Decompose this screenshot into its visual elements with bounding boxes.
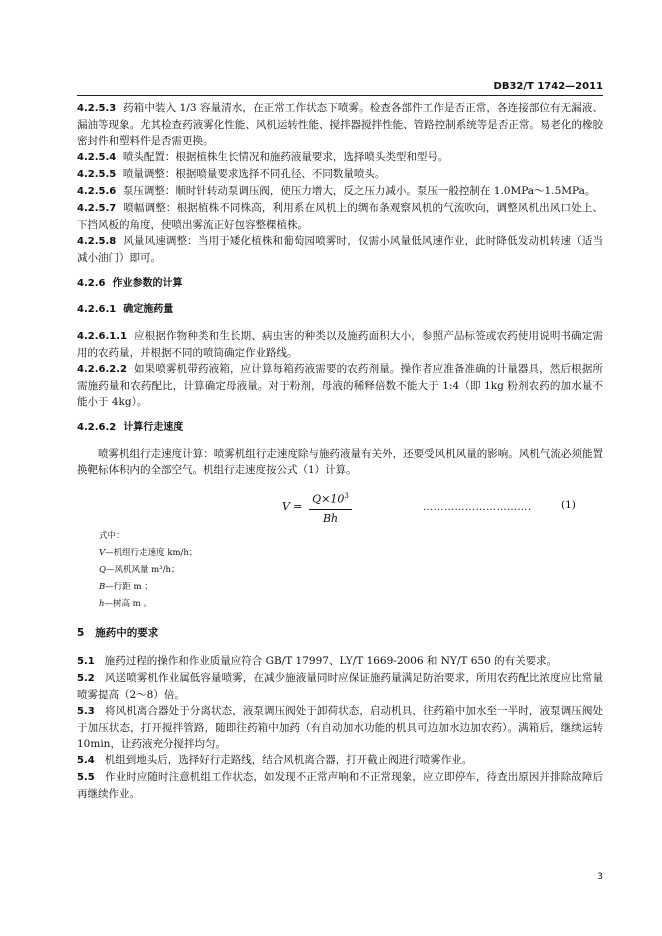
clause-4-2-5-3 (77, 100, 603, 149)
heading-number: 4.2.6.2 (77, 422, 117, 433)
document-code: DB32/T 1742—2011 (493, 81, 603, 92)
speed-paragraph: 喷雾机组行走速度计算：喷雾机组行走速度除与施药液量有关外，还要受风机风量的影响。风机气流必须能置换靶标体积内的全部空气。机组行走速度按公式（1）计算。 (77, 448, 603, 476)
clause-text: 喷幅调整：根据植株不同株高，利用系在风机上的绸布条观察风机的气流吹向，调整风机出风口处上、下挡风板的角度，使喷出雾流正好包容整棵植株。 (77, 202, 603, 231)
legend-label: 式中： (99, 531, 125, 541)
formula-lhs: V (282, 500, 290, 514)
heading-title: 确定施药量 (123, 304, 174, 315)
legend-description: —风机风量 m³/h； (105, 565, 180, 575)
legend-symbol: B (99, 582, 106, 592)
formula-fraction (309, 488, 352, 527)
formula-number: (1) (561, 499, 576, 511)
legend-symbol: V (99, 548, 106, 558)
clause-4-2-5-8 (77, 233, 603, 266)
legend-item (99, 545, 603, 562)
clause-number: 5.2 (77, 673, 95, 684)
clause-text: 将风机离合器处于分离状态，液泵调压阀处于卸荷状态，启动机具，往药箱中加水至一半时，液泵调压阀处于加压状态，打开搅拌管路，随即往药箱中加药（有自动加水功能的机具可边加水边加农药）。满箱后，继续运转 10min，让药液充分搅拌均匀。 (77, 705, 604, 750)
clause-4-2-6-2-2 (77, 361, 603, 410)
clause-number: 4.2.5.8 (77, 236, 117, 247)
clause-number: 4.2.5.5 (77, 169, 117, 180)
clause-number: 5.1 (77, 656, 95, 667)
clause-number: 4.2.6.2.2 (77, 364, 127, 375)
heading-title: 作业参数的计算 (112, 278, 183, 289)
formula-1 (77, 482, 603, 528)
clause-number: 5.5 (77, 772, 95, 783)
clause-5-1 (77, 653, 603, 670)
clause-text: 风送喷雾机作业属低容量喷雾，在减少施液量同时应保证施药量满足防治要求，所用农药配比浓度应比常量喷雾提高（2～8）倍。 (77, 672, 604, 701)
clause-text: 药箱中装入 1/3 容量清水，在正常工作状态下喷雾。检查各部件工作是否正常，各连接部位有无漏液、漏油等现象。尤其检查药液雾化性能、风机运转性能、搅拌器搅拌性能、管路控制系统等是否正常。易老化的橡胶密封件和塑料件是否需更换。 (77, 102, 603, 147)
heading-5 (77, 625, 603, 641)
clause-4-2-5-7 (77, 200, 603, 233)
formula-expression (282, 488, 352, 527)
formula-legend (77, 528, 603, 613)
legend-description: —行距 m ； (105, 582, 153, 592)
clause-text: 风量风速调整：当用于矮化植株和葡萄园喷雾时，仅需小风量低风速作业，此时降低发动机转速（适当减小油门）即可。 (77, 235, 603, 264)
clause-4-2-5-4 (77, 149, 603, 166)
legend-symbol: Q (99, 565, 106, 575)
heading-number: 4.2.6.1 (77, 304, 117, 315)
page-content (77, 100, 603, 802)
clause-number: 5.3 (77, 706, 95, 717)
formula-leader-dots: …………………………. (423, 502, 532, 513)
clause-5-4 (77, 752, 603, 769)
legend-item (99, 562, 603, 579)
legend-item (99, 596, 603, 613)
formula-equals: = (292, 500, 303, 514)
clause-text: 泵压调整：顺时针转动泵调压阀，使压力增大，反之压力减小。泵压一般控制在 1.0MPa～1.5MPa。 (122, 185, 596, 197)
legend-description: —树高 m 。 (104, 599, 152, 609)
heading-title: 施药中的要求 (95, 627, 159, 639)
heading-title: 计算行走速度 (123, 422, 184, 433)
clause-text: 喷头配置：根据植株生长情况和施药液量要求，选择喷头类型和型号。 (122, 151, 449, 163)
numerator-exponent: 3 (344, 492, 349, 500)
legend-description: —机组行走速度 km/h； (105, 548, 198, 558)
heading-number: 5 (77, 627, 85, 639)
clause-number: 4.2.5.6 (77, 186, 117, 197)
clause-number: 4.2.5.7 (77, 203, 117, 214)
heading-4-2-6 (77, 276, 603, 292)
clause-number: 4.2.5.4 (77, 152, 117, 163)
heading-number: 4.2.6 (77, 278, 106, 289)
clause-number: 5.4 (77, 755, 95, 766)
clause-text: 机组到地头后，选择好行走路线，结合风机离合器，打开截止阀进行喷雾作业。 (104, 754, 473, 766)
legend-symbol: h (99, 599, 105, 609)
clause-5-5 (77, 769, 603, 802)
clause-number: 4.2.5.3 (77, 103, 117, 114)
heading-4-2-6-1 (77, 302, 603, 318)
clause-text: 应根据作物种类和生长期、病虫害的种类以及施药面积大小，参照产品标签或农药使用说明书确定需用的农药量，并根据不同的喷筒确定作业路线。 (77, 330, 604, 359)
clause-number: 4.2.6.1.1 (77, 331, 127, 342)
clause-text: 喷量调整：根据喷量要求选择不同孔径、不同数量喷头。 (122, 168, 386, 180)
numerator-text: Q×10 (312, 492, 345, 506)
clause-4-2-6-1-1 (77, 328, 603, 361)
header-rule (77, 95, 603, 96)
clause-text: 作业时应随时注意机组工作状态，如发现不正常声响和不正常现象，应立即停车，待查出原因并排除故障后再继续作业。 (77, 771, 604, 800)
page-number: 3 (597, 872, 603, 882)
legend-item (99, 579, 603, 596)
clause-5-2 (77, 670, 603, 703)
clause-5-3 (77, 703, 603, 752)
clause-4-2-5-5 (77, 166, 603, 183)
clause-text: 如果喷雾机带药液箱，应计算每箱药液需要的农药剂量。操作者应准备准确的计量器具，然后根据所需施药量和农药配比，计算确定母液量。对于粉剂，母液的稀释倍数不能大于 1:4（即 1kg 粉剂农药的加水量不能小于 4kg）。 (77, 363, 604, 408)
formula-denominator: Bh (322, 511, 339, 525)
clause-text: 施药过程的操作和作业质量应符合 GB/T 17997、LY/T 1669-2006 和 NY/T 650 的有关要求。 (104, 655, 558, 667)
heading-4-2-6-2 (77, 420, 603, 436)
clause-4-2-5-6 (77, 183, 603, 200)
formula-numerator (309, 488, 352, 510)
